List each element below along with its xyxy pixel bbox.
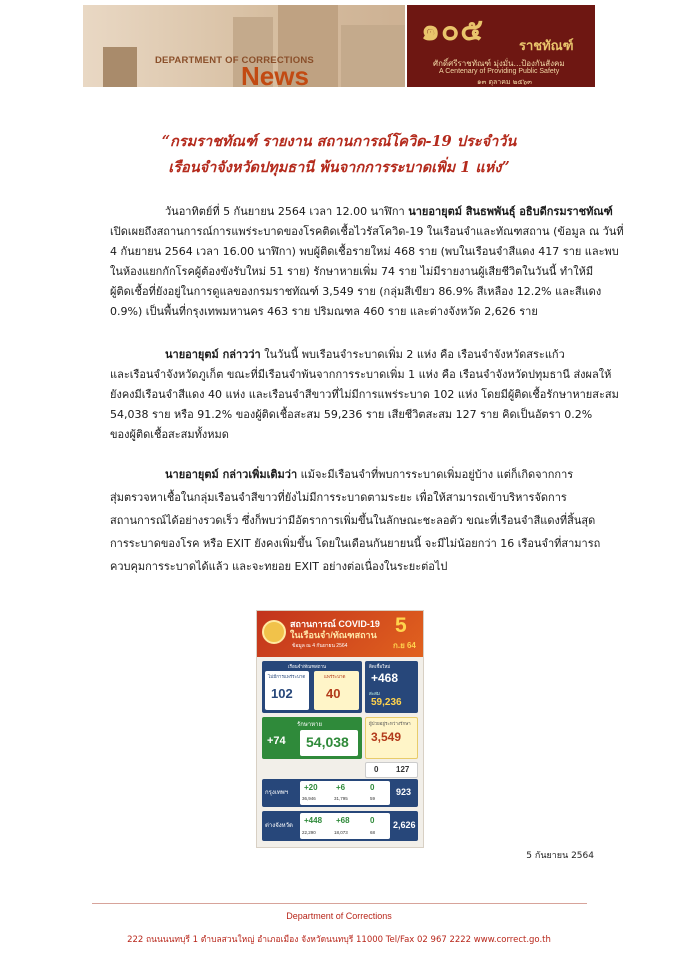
outbreak-label: แพร่ระบาด	[324, 674, 346, 679]
region-stat: +20	[304, 783, 318, 792]
deaths-today: 0	[374, 765, 379, 774]
region-stat: +6	[336, 783, 346, 792]
paragraph-1-line: ในห้องแยกกักโรคผู้ต้องขังรับใหม่ 51 ราย) รักษาหายเพิ่ม 74 ราย ไม่มีรายงานผู้เสียชีวิตในวันนี้ ทำให้มี	[110, 265, 594, 278]
p3-first: แม้จะมีเรือนจำที่พบการระบาดเพิ่มอยู่บ้าง แต่ก็เกิดจากการ	[297, 468, 574, 481]
region-stat: 0	[370, 783, 375, 792]
footer-address: 222 ถนนนนทบุรี 1 ตำบลสวนใหญ่ อำเภอเมือง จังหวัดนนทบุรี 11000 Tel/Fax 02 967 2222 www.correct.go.th	[127, 935, 551, 945]
infographic-subtitle: ข้อมูล ณ 4 กันยายน 2564	[292, 643, 348, 649]
in-care-panel	[365, 717, 418, 759]
anniversary-word: ราชทัณฑ์	[519, 39, 574, 54]
no-outbreak-label: ไม่มีการแพร่ระบาด	[268, 674, 306, 679]
recovered-panel	[262, 717, 362, 759]
prisons-label: เรือนจำ/ทัณฑสถาน	[288, 664, 327, 669]
p1-person: นายอายุตม์ สินธพพันธุ์ อธิบดีกรมราชทัณฑ์	[408, 205, 613, 218]
department-emblem-icon	[262, 620, 286, 644]
paragraph-3-line: ควบคุมการระบาดได้แล้ว และจะทยอย EXIT อย่างต่อเนื่องในระยะต่อไป	[110, 560, 448, 573]
region-stat: +448	[304, 816, 323, 825]
region-stat: 0	[370, 816, 375, 825]
region-row-bangkok	[262, 779, 418, 807]
paragraph-3-first-line	[165, 468, 573, 482]
region-total: 2,626	[393, 820, 416, 830]
region-cumulative: 18,073	[334, 830, 348, 835]
paragraph-2-line: และเรือนจำจังหวัดภูเก็ต ขณะที่มีเรือนจำพ้นจากการระบาดเพิ่ม 1 แห่ง คือ เรือนจำจังหวัดปทุมธานี ส่งผลให้	[110, 368, 612, 381]
footer-divider	[92, 903, 587, 904]
outbreak-count: 40	[326, 686, 341, 701]
infographic-month: ก.ย 64	[393, 641, 416, 650]
paragraph-1-line: 0.9%) เป็นพื้นที่กรุงเทพมหานคร 463 ราย ปริมณฑล 460 ราย และต่างจังหวัด 2,626 ราย	[110, 305, 538, 318]
no-outbreak-count: 102	[271, 686, 293, 701]
cumulative-value: 59,236	[371, 697, 402, 708]
recovered-total: 54,038	[306, 734, 349, 750]
anniversary-date: ๑๓ ตุลาคม ๒๕๖๓	[477, 78, 532, 86]
paragraph-2-line: ยังคงมีเรือนจำสีแดง 40 แห่ง และเรือนจำสีขาวที่ไม่มีการแพร่ระบาด 102 แห่ง โดยมีผู้ติดเชื้อรักษาหายสะสม	[110, 388, 619, 401]
news-label: News	[241, 61, 309, 87]
recovered-label: รักษาหาย	[297, 722, 323, 728]
outbreak-box	[314, 671, 359, 710]
anniversary-tagline-en: A Centenary of Providing Public Safety	[439, 68, 560, 75]
region-row-provinces	[262, 811, 418, 841]
p3-lead: นายอายุตม์ กล่าวเพิ่มเติมว่า	[165, 468, 298, 481]
infographic-day: 5	[395, 614, 407, 637]
anniversary-tagline: ศักดิ์ศรีราชทัณฑ์ มุ่งมั่น...ป้องกันสังคม	[433, 59, 565, 68]
in-care-value: 3,549	[371, 730, 402, 744]
new-cases-panel	[365, 661, 418, 713]
paragraph-3-line: สถานการณ์ได้อย่างรวดเร็ว ซึ่งก็พบว่ามีอัตราการเพิ่มขึ้นในลักษณะชะลอตัว ขณะที่เรือนจำสีแดงที่สิ้นสุด	[110, 514, 596, 527]
p1-intro: วันอาทิตย์ที่ 5 กันยายน 2564 เวลา 12.00 นาฬิกา	[165, 205, 409, 218]
new-cases-label: ติดเชื้อใหม่	[369, 664, 391, 669]
infographic-title-1: สถานการณ์ COVID-19	[290, 619, 380, 629]
footer-organization: Department of Corrections	[286, 911, 392, 921]
signoff-date: 5 กันยายน 2564	[526, 851, 594, 861]
region-label: ต่างจังหวัด	[265, 823, 293, 829]
paragraph-1-first-line	[165, 205, 613, 219]
recovered-today: +74	[267, 735, 286, 747]
p2-lead: นายอายุตม์ กล่าวว่า	[165, 348, 261, 361]
headline-line-1: “กรมราชทัณฑ์ รายงาน สถานการณ์โควิด-19 ประจำวัน	[161, 133, 517, 150]
paragraph-2-line: 54,038 ราย หรือ 91.2% ของผู้ติดเชื้อสะสม 59,236 ราย เสียชีวิตสะสม 127 ราย คิดเป็นอัตรา 0.2%	[110, 408, 593, 421]
recovered-total-box	[300, 730, 358, 756]
region-label: กรุงเทพฯ	[265, 790, 289, 796]
anniversary-number: ๑๐๕	[421, 13, 485, 48]
covid-infographic	[256, 610, 424, 848]
guard-tower-silhouette	[103, 47, 137, 87]
in-care-label: ผู้ป่วยอยู่ระหว่างรักษา	[369, 721, 411, 726]
cumulative-label: สะสม	[369, 691, 380, 696]
paragraph-1-line: เปิดเผยถึงสถานการณ์การแพร่ระบาดของโรคติดเชื้อไวรัสโควิด-19 ในเรือนจำและทัณฑสถาน (ข้อมูล ณ วันที่	[110, 225, 624, 238]
paragraph-1-line: ผู้ติดเชื้อที่ยังอยู่ในการดูแลของกรมราชทัณฑ์ 3,549 ราย (กลุ่มสีเขียว 86.9% สีเหลือง 12.2% และสีแดง	[110, 285, 602, 298]
region-cumulative: 68	[370, 830, 376, 835]
region-cumulative: 22,290	[302, 830, 316, 835]
department-label: DEPARTMENT OF CORRECTIONS	[155, 55, 314, 66]
region-stat: +68	[336, 816, 350, 825]
region-stats	[300, 781, 390, 805]
paragraph-2-first-line	[165, 348, 565, 362]
infographic-title-2: ในเรือนจำ/ทัณฑสถาน	[290, 630, 377, 640]
anniversary-banner	[407, 5, 595, 87]
new-cases-value: +468	[371, 671, 399, 685]
paragraph-3-line: สุ่มตรวจหาเชื้อในกลุ่มเรือนจำสีขาวที่ยังไม่มีการระบาดตามระยะ เพื่อให้สามารถเข้าบริหารจัดการ	[110, 491, 567, 504]
region-cumulative: 59	[370, 796, 376, 801]
deaths-panel	[365, 762, 418, 778]
region-cumulative: 36,946	[302, 796, 316, 801]
paragraph-2-line: ของผู้ติดเชื้อสะสมทั้งหมด	[110, 428, 229, 441]
prisons-panel	[262, 661, 362, 713]
region-cumulative: 31,795	[334, 796, 348, 801]
news-banner	[83, 5, 405, 87]
p2-first: ในวันนี้ พบเรือนจำระบาดเพิ่ม 2 แห่ง คือ เรือนจำจังหวัดสระแก้ว	[260, 348, 565, 361]
deaths-total: 127	[396, 765, 410, 774]
region-total: 923	[396, 787, 412, 797]
headline-line-2: เรือนจำจังหวัดปทุมธานี พ้นจากการระบาดเพิ่ม 1 แห่ง”	[168, 159, 510, 176]
paragraph-1-line: 4 กันยายน 2564 เวลา 16.00 นาฬิกา) พบผู้ติดเชื้อรายใหม่ 468 ราย (พบในเรือนจำสีแดง 417 ราย และพบ	[110, 245, 619, 258]
infographic-header	[257, 611, 423, 657]
paragraph-3-line: การระบาดของโรค หรือ EXIT ยังคงเพิ่มขึ้น โดยในเดือนกันยายนนี้ จะมีไม่น้อยกว่า 16 เรือนจำที่สามารถ	[110, 537, 601, 550]
no-outbreak-box	[265, 671, 309, 710]
region-stats	[300, 813, 390, 839]
